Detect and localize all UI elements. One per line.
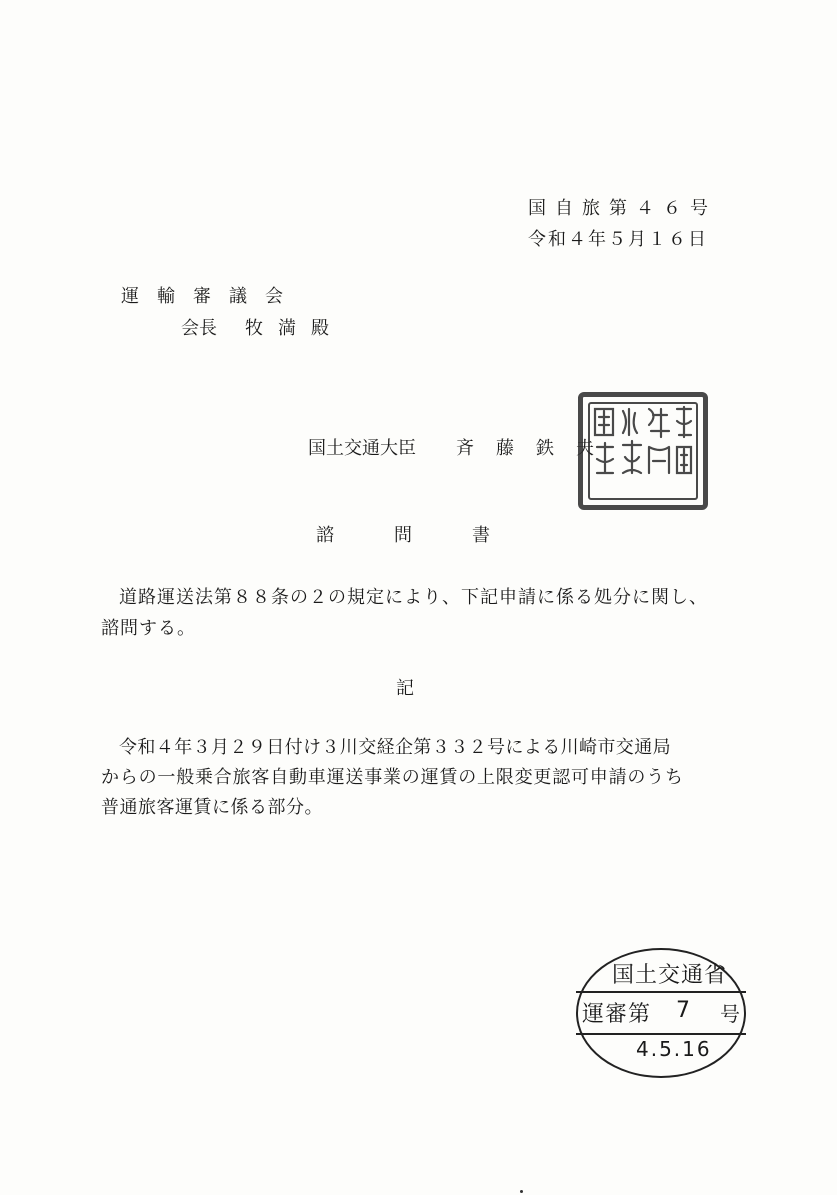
body-line-2: 諮問する。 xyxy=(101,618,196,639)
document-number: 国自旅第４６号 xyxy=(528,198,717,219)
seal-glyphs xyxy=(583,397,703,505)
sender-name: 斉藤鉄夫 xyxy=(456,438,616,459)
recipient-role: 会長 xyxy=(181,318,217,339)
document-title: 諮問書 xyxy=(316,525,550,546)
recipient-name: 牧満殿 xyxy=(245,318,344,339)
body-line-1: 道路運送法第８８条の２の規定により、下記申請に係る処分に関し、 xyxy=(119,587,708,608)
sender-line xyxy=(308,440,616,458)
stamp-date: 4.5.16 xyxy=(636,1037,712,1061)
stamp-ministry: 国土交通省 xyxy=(612,963,728,988)
speck xyxy=(520,1190,523,1193)
official-seal xyxy=(578,392,708,510)
stamp-suffix: 号 xyxy=(720,1002,740,1026)
detail-line-2: からの一般乗合旅客自動車運送事業の運賃の上限変更認可申請のうち xyxy=(101,767,684,788)
detail-line-3: 普通旅客運賃に係る部分。 xyxy=(101,797,323,818)
document-date: 令和４年５月１６日 xyxy=(528,229,708,250)
ki-heading: 記 xyxy=(396,678,414,699)
sender-role: 国土交通大臣 xyxy=(308,438,416,459)
detail-line-1: 令和４年３月２９日付け３川交経企第３３２号による川崎市交通局 xyxy=(119,737,671,758)
recipient-line xyxy=(181,320,344,338)
receipt-stamp xyxy=(576,948,746,1078)
stamp-prefix: 運審第 xyxy=(582,1002,652,1027)
stamp-number: 7 xyxy=(676,998,690,1023)
recipient-organization: 運輸審議会 xyxy=(121,286,301,307)
